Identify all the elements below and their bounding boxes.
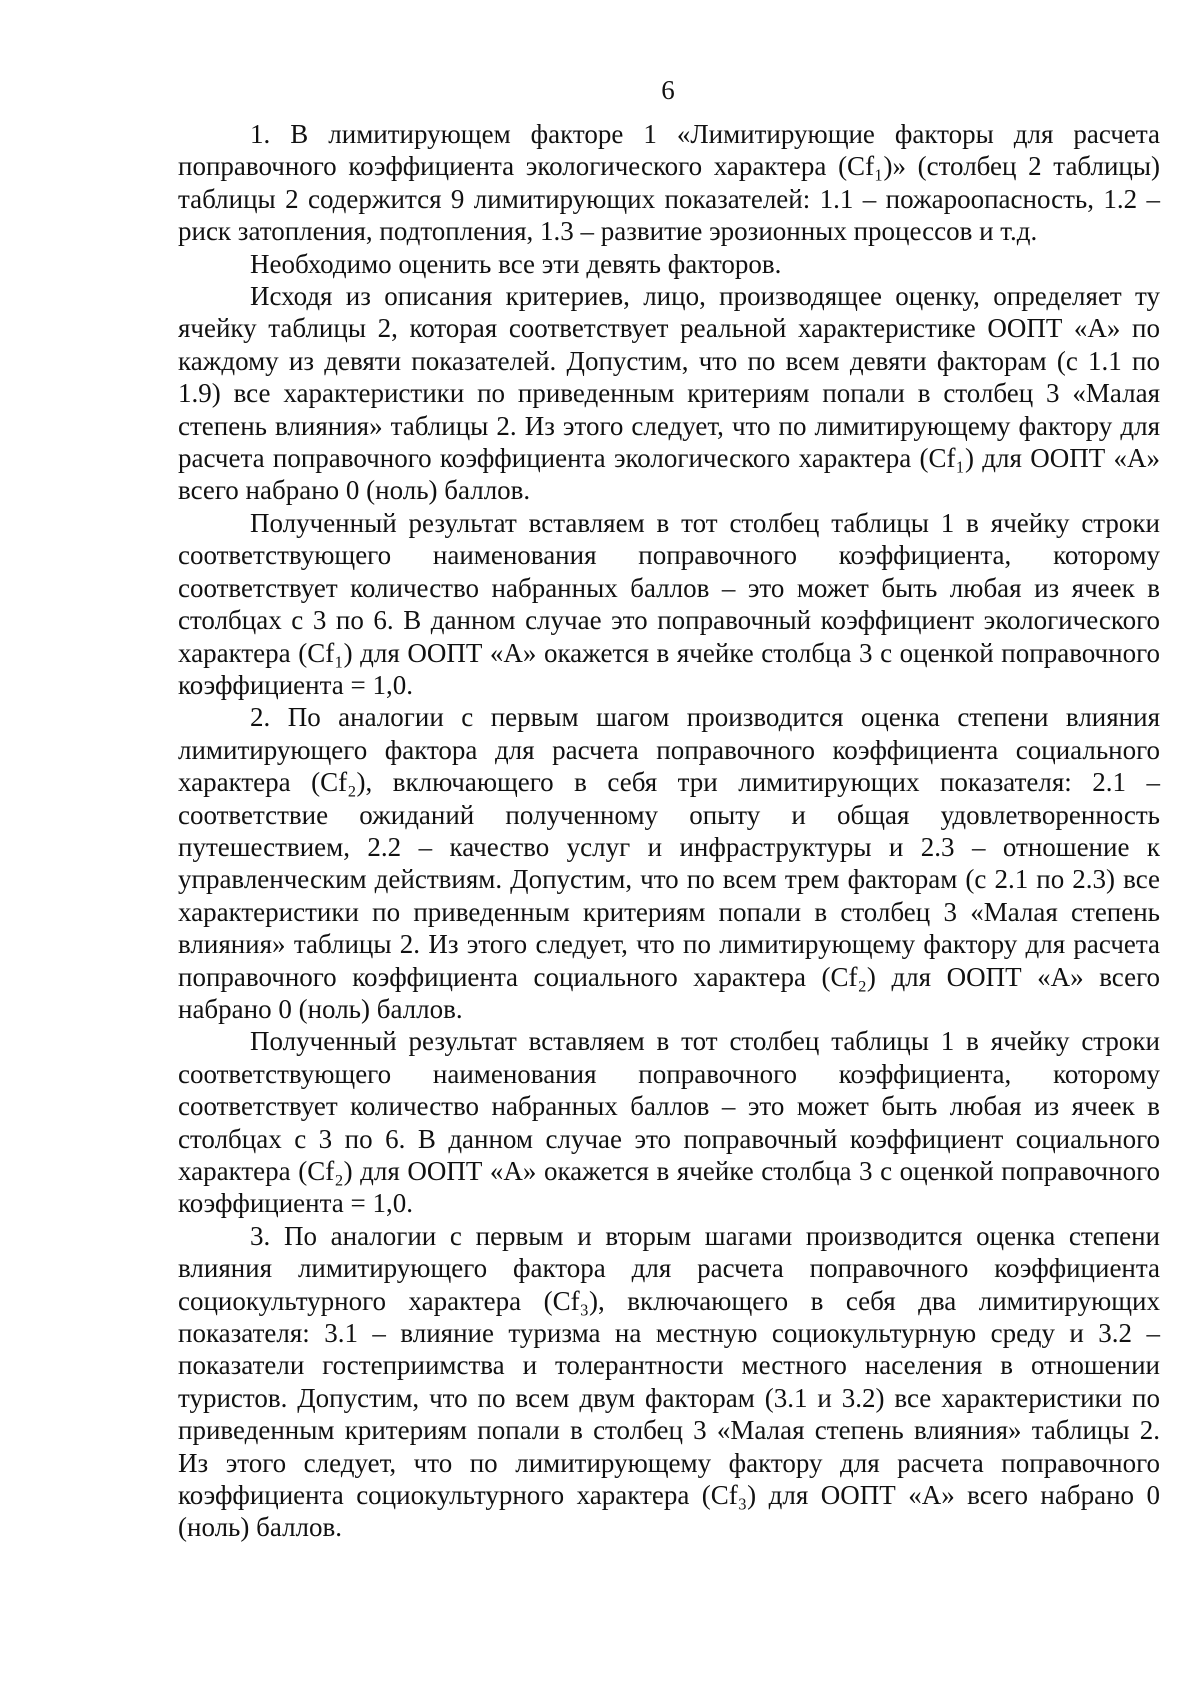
document-body xyxy=(178,118,1160,1544)
paragraph-criteria-ecological: Исходя из описания критериев, лицо, производящее оценку, определяет ту ячейку таблицы 2, которая соответствует реальной характеристике ООПТ «А» по каждому из девяти показателей. Допустим, что по всем девяти факторам (с 1.1 по 1.9) все характеристики по приведенным критериям попали в столбец 3 «Малая степень влияния» таблицы 2. Из этого следует, что по лимитирующему фактору для расчета поправочного коэффициента экологического характера (Cf₁) для ООПТ «А» всего набрано 0 (ноль) баллов. xyxy=(178,281,1160,506)
paragraph-evaluate-nine-factors: Необходимо оценить все эти девять факторов. xyxy=(250,248,782,279)
paragraph-result-ecological: Полученный результат вставляем в тот столбец таблицы 1 в ячейку строки соответствующего наименования поправочного коэффициента, которому соответствует количество набранных баллов – это может быть любая из ячеек в столбцах с 3 по 6. В данном случае это поправочный коэффициент экологического характера (Cf₁) для ООПТ «А» окажется в ячейке столбца 3 с оценкой поправочного коэффициента = 1,0. xyxy=(178,507,1160,700)
paragraph-result-social: Полученный результат вставляем в тот столбец таблицы 1 в ячейку строки соответствующего наименования поправочного коэффициента, которому соответствует количество набранных баллов – это может быть любая из ячеек в столбцах с 3 по 6. В данном случае это поправочный коэффициент социального характера (Cf₂) для ООПТ «А» окажется в ячейке столбца 3 с оценкой поправочного коэффициента = 1,0. xyxy=(178,1026,1160,1219)
paragraph-step-1: 1. В лимитирующем факторе 1 «Лимитирующие факторы для расчета поправочного коэффициента экологического характера (Cf₁)» (столбец 2 таблицы) таблицы 2 содержится 9 лимитирующих показателей: 1.1 – пожароопасность, 1.2 – риск затопления, подтопления, 1.3 – развитие эрозионных процессов и т.д. xyxy=(178,119,1160,247)
paragraph-step-2: 2. По аналогии с первым шагом производится оценка степени влияния лимитирующего фактора для расчета поправочного коэффициента социального характера (Cf₂), включающего в себя три лимитирующих показателя: 2.1 – соответствие ожиданий полученному опыту и общая удовлетворенность путешествием, 2.2 – качество услуг и инфраструктуры и 2.3 – отношение к управленческим действиям. Допустим, что по всем трем факторам (с 2.1 по 2.3) все характеристики по приведенным критериям попали в столбец 3 «Малая степень влияния» таблицы 2. Из этого следует, что по лимитирующему фактору для расчета поправочного коэффициента социального характера (Cf₂) для ООПТ «А» всего набрано 0 (ноль) баллов. xyxy=(178,702,1160,1024)
paragraph-step-3: 3. По аналогии с первым и вторым шагами производится оценка степени влияния лимитирующего фактора для расчета поправочного коэффициента социокультурного характера (Cf₃), включающего в себя два лимитирующих показателя: 3.1 – влияние туризма на местную социокультурную среду и 3.2 – показатели гостеприимства и толерантности местного населения в отношении туристов. Допустим, что по всем двум факторам (3.1 и 3.2) все характеристики по приведенным критериям попали в столбец 3 «Малая степень влияния» таблицы 2. Из этого следует, что по лимитирующему фактору для расчета поправочного коэффициента социокультурного характера (Cf₃) для ООПТ «А» всего набрано 0 (ноль) баллов. xyxy=(178,1220,1160,1543)
page-number: 6 xyxy=(661,75,675,105)
